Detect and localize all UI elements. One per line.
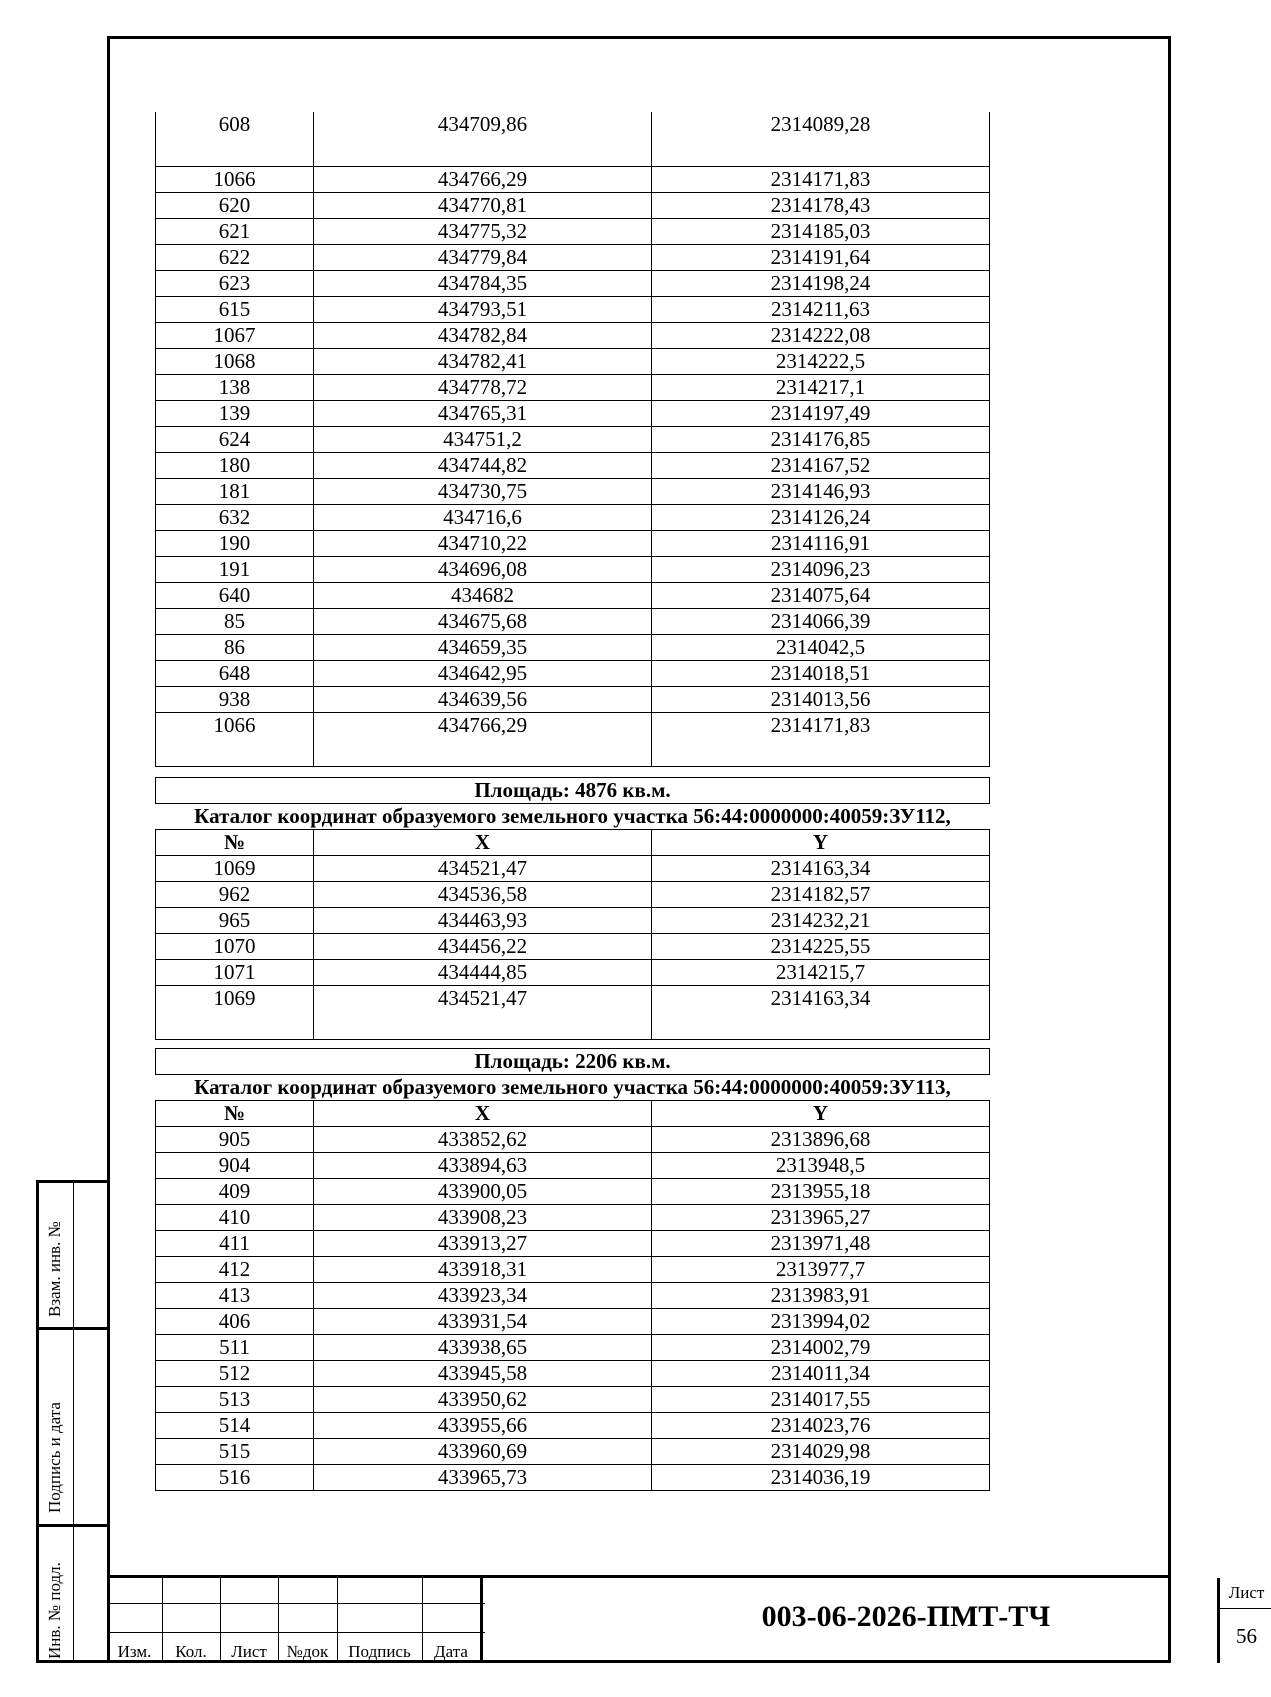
table-row: [156, 686, 990, 712]
coord-y: 2314222,08: [652, 322, 990, 348]
header-number: №: [156, 830, 314, 856]
coord-x: 433913,27: [314, 1231, 652, 1257]
table-row: [156, 1413, 990, 1439]
point-number: 85: [156, 608, 314, 634]
coord-x: 434710,22: [314, 530, 652, 556]
table-row: [156, 1231, 990, 1257]
point-number: 648: [156, 660, 314, 686]
coord-y: 2314013,56: [652, 686, 990, 712]
point-number: 965: [156, 908, 314, 934]
point-number: 615: [156, 296, 314, 322]
margin-vzam-inv: Взам. инв. №: [45, 1221, 64, 1317]
point-number: 1071: [156, 960, 314, 986]
coord-y: 2314126,24: [652, 504, 990, 530]
coord-y: 2314163,34: [652, 986, 990, 1040]
point-number: 516: [156, 1465, 314, 1491]
table-row: [156, 1283, 990, 1309]
coord-y: 2314096,23: [652, 556, 990, 582]
coordinate-table-zu113: [155, 1100, 990, 1491]
stamp-label-izm: Изм.: [117, 1642, 152, 1661]
table-row: [156, 712, 990, 766]
stamp-label-list: Лист: [231, 1642, 267, 1661]
title-block: [107, 1575, 1265, 1663]
point-number: 406: [156, 1309, 314, 1335]
table-row: [156, 634, 990, 660]
point-number: 190: [156, 530, 314, 556]
coord-x: 434766,29: [314, 166, 652, 192]
coord-x: 434716,6: [314, 504, 652, 530]
point-number: 191: [156, 556, 314, 582]
table-row: [156, 244, 990, 270]
point-number: 511: [156, 1335, 314, 1361]
coord-x: 434639,56: [314, 686, 652, 712]
table-row: [156, 478, 990, 504]
point-number: 181: [156, 478, 314, 504]
coord-y: 2314198,24: [652, 270, 990, 296]
coord-x: 434682: [314, 582, 652, 608]
table-row: [156, 270, 990, 296]
point-number: 962: [156, 882, 314, 908]
header-number: №: [156, 1101, 314, 1127]
table-row: [156, 960, 990, 986]
stamp-label-ndok: №док: [286, 1642, 329, 1661]
point-number: 624: [156, 426, 314, 452]
table-row: [156, 374, 990, 400]
table-row: [156, 1465, 990, 1491]
coord-x: 433945,58: [314, 1361, 652, 1387]
point-number: 1068: [156, 348, 314, 374]
coord-y: 2314075,64: [652, 582, 990, 608]
coord-x: 434751,2: [314, 426, 652, 452]
table-row: [156, 400, 990, 426]
coord-y: 2313948,5: [652, 1153, 990, 1179]
coord-x: 434463,93: [314, 908, 652, 934]
point-number: 1066: [156, 166, 314, 192]
catalog-caption-zu112: Каталог координат образуемого земельного участка 56:44:0000000:40059:ЗУ112,: [194, 804, 951, 828]
coord-y: 2314217,1: [652, 374, 990, 400]
point-number: 514: [156, 1413, 314, 1439]
coord-x: 434521,47: [314, 986, 652, 1040]
header-x: X: [314, 1101, 652, 1127]
header-y: Y: [652, 830, 990, 856]
coord-x: 434659,35: [314, 634, 652, 660]
point-number: 938: [156, 686, 314, 712]
coord-x: 434782,41: [314, 348, 652, 374]
coord-y: 2314163,34: [652, 856, 990, 882]
table-row: [156, 426, 990, 452]
point-number: 513: [156, 1387, 314, 1413]
coord-x: 434778,72: [314, 374, 652, 400]
stamp-label-podpis: Подпись: [348, 1642, 411, 1661]
coord-y: 2313955,18: [652, 1179, 990, 1205]
coord-y: 2314167,52: [652, 452, 990, 478]
table-row: [156, 856, 990, 882]
table-row: [156, 1387, 990, 1413]
coord-x: 434765,31: [314, 400, 652, 426]
table-row: [156, 908, 990, 934]
coord-y: 2314176,85: [652, 426, 990, 452]
coord-y: 2314029,98: [652, 1439, 990, 1465]
coord-x: 434770,81: [314, 192, 652, 218]
coord-x: 434709,86: [314, 112, 652, 166]
coord-y: 2314178,43: [652, 192, 990, 218]
coord-y: 2314222,5: [652, 348, 990, 374]
coord-x: 434642,95: [314, 660, 652, 686]
coord-y: 2314116,91: [652, 530, 990, 556]
table-row: [156, 1335, 990, 1361]
coord-y: 2313994,02: [652, 1309, 990, 1335]
table-row: [156, 1257, 990, 1283]
coord-y: 2314002,79: [652, 1335, 990, 1361]
coord-y: 2314017,55: [652, 1387, 990, 1413]
table-row: [156, 452, 990, 478]
header-y: Y: [652, 1101, 990, 1127]
coord-y: 2314211,63: [652, 296, 990, 322]
coord-x: 433894,63: [314, 1153, 652, 1179]
catalog-caption-zu113: Каталог координат образуемого земельного участка 56:44:0000000:40059:ЗУ113,: [194, 1075, 951, 1099]
point-number: 512: [156, 1361, 314, 1387]
coord-y: 2314011,34: [652, 1361, 990, 1387]
coord-x: 433950,62: [314, 1387, 652, 1413]
coord-x: 433955,66: [314, 1413, 652, 1439]
coord-y: 2313896,68: [652, 1127, 990, 1153]
table-row: [156, 504, 990, 530]
point-number: 621: [156, 218, 314, 244]
table-row: [156, 348, 990, 374]
coord-y: 2314089,28: [652, 112, 990, 166]
coord-x: 434696,08: [314, 556, 652, 582]
point-number: 622: [156, 244, 314, 270]
coord-x: 433938,65: [314, 1335, 652, 1361]
margin-approval-block: [36, 1180, 107, 1663]
table-row: [156, 582, 990, 608]
coord-x: 434775,32: [314, 218, 652, 244]
coord-x: 434675,68: [314, 608, 652, 634]
coord-y: 2314215,7: [652, 960, 990, 986]
coord-y: 2313977,7: [652, 1257, 990, 1283]
point-number: 180: [156, 452, 314, 478]
point-number: 86: [156, 634, 314, 660]
table-row: [156, 1361, 990, 1387]
point-number: 412: [156, 1257, 314, 1283]
table-row: [156, 112, 990, 166]
table-row: [156, 660, 990, 686]
point-number: 1069: [156, 856, 314, 882]
table-row: [156, 608, 990, 634]
point-number: 1067: [156, 322, 314, 348]
point-number: 409: [156, 1179, 314, 1205]
point-number: 138: [156, 374, 314, 400]
area-total: Площадь: 2206 кв.м.: [155, 1048, 990, 1075]
coord-y: 2314191,64: [652, 244, 990, 270]
table-row: [156, 166, 990, 192]
point-number: 608: [156, 112, 314, 166]
coord-x: 434536,58: [314, 882, 652, 908]
table-row: [156, 934, 990, 960]
point-number: 1066: [156, 712, 314, 766]
table-row: [156, 986, 990, 1040]
point-number: 139: [156, 400, 314, 426]
point-number: 623: [156, 270, 314, 296]
coord-y: 2314171,83: [652, 712, 990, 766]
table-row: [156, 1179, 990, 1205]
coord-x: 434521,47: [314, 856, 652, 882]
coordinate-table-continued: [155, 112, 990, 767]
point-number: 411: [156, 1231, 314, 1257]
coord-y: 2313983,91: [652, 1283, 990, 1309]
sheet-number: 56: [1236, 1624, 1257, 1648]
coord-y: 2314225,55: [652, 934, 990, 960]
coord-x: 433908,23: [314, 1205, 652, 1231]
margin-podpis-data: Подпись и дата: [45, 1402, 64, 1513]
coord-y: 2314232,21: [652, 908, 990, 934]
table-row: [156, 192, 990, 218]
point-number: 904: [156, 1153, 314, 1179]
coordinate-table-zu112: [155, 829, 990, 1040]
coord-x: 434766,29: [314, 712, 652, 766]
header-x: X: [314, 830, 652, 856]
area-total: Площадь: 4876 кв.м.: [155, 777, 990, 804]
sheet-label: Лист: [1228, 1583, 1265, 1602]
table-row: [156, 1439, 990, 1465]
coord-x: 433852,62: [314, 1127, 652, 1153]
coord-x: 433965,73: [314, 1465, 652, 1491]
table-row: [156, 556, 990, 582]
coord-x: 433900,05: [314, 1179, 652, 1205]
point-number: 515: [156, 1439, 314, 1465]
coord-y: 2314185,03: [652, 218, 990, 244]
table-row: [156, 218, 990, 244]
coord-y: 2314197,49: [652, 400, 990, 426]
coord-x: 433923,34: [314, 1283, 652, 1309]
coord-y: 2314018,51: [652, 660, 990, 686]
coord-x: 434744,82: [314, 452, 652, 478]
coord-x: 434456,22: [314, 934, 652, 960]
coord-y: 2314023,76: [652, 1413, 990, 1439]
point-number: 905: [156, 1127, 314, 1153]
table-row: [156, 1205, 990, 1231]
coord-y: 2314182,57: [652, 882, 990, 908]
coord-y: 2314146,93: [652, 478, 990, 504]
coord-y: 2314171,83: [652, 166, 990, 192]
point-number: 413: [156, 1283, 314, 1309]
point-number: 1070: [156, 934, 314, 960]
document-number: 003-06-2026-ПМТ-ТЧ: [761, 1600, 1051, 1633]
coord-x: 434444,85: [314, 960, 652, 986]
table-row: [156, 1309, 990, 1335]
coord-x: 434793,51: [314, 296, 652, 322]
stamp-label-data: Дата: [434, 1642, 468, 1661]
table-row: [156, 1127, 990, 1153]
coord-y: 2313971,48: [652, 1231, 990, 1257]
point-number: 620: [156, 192, 314, 218]
coord-x: 434730,75: [314, 478, 652, 504]
coord-x: 434779,84: [314, 244, 652, 270]
point-number: 1069: [156, 986, 314, 1040]
coord-y: 2314066,39: [652, 608, 990, 634]
point-number: 632: [156, 504, 314, 530]
table-row: [156, 322, 990, 348]
table-row: [156, 882, 990, 908]
coord-y: 2314042,5: [652, 634, 990, 660]
coord-y: 2314036,19: [652, 1465, 990, 1491]
coord-x: 433931,54: [314, 1309, 652, 1335]
point-number: 640: [156, 582, 314, 608]
coord-x: 434782,84: [314, 322, 652, 348]
coord-x: 433918,31: [314, 1257, 652, 1283]
table-row: [156, 530, 990, 556]
coord-y: 2313965,27: [652, 1205, 990, 1231]
table-row: [156, 296, 990, 322]
margin-inv-podl: Инв. № подл.: [45, 1562, 64, 1659]
stamp-label-kol: Кол.: [175, 1642, 207, 1661]
coord-x: 434784,35: [314, 270, 652, 296]
coord-x: 433960,69: [314, 1439, 652, 1465]
table-row: [156, 1153, 990, 1179]
point-number: 410: [156, 1205, 314, 1231]
